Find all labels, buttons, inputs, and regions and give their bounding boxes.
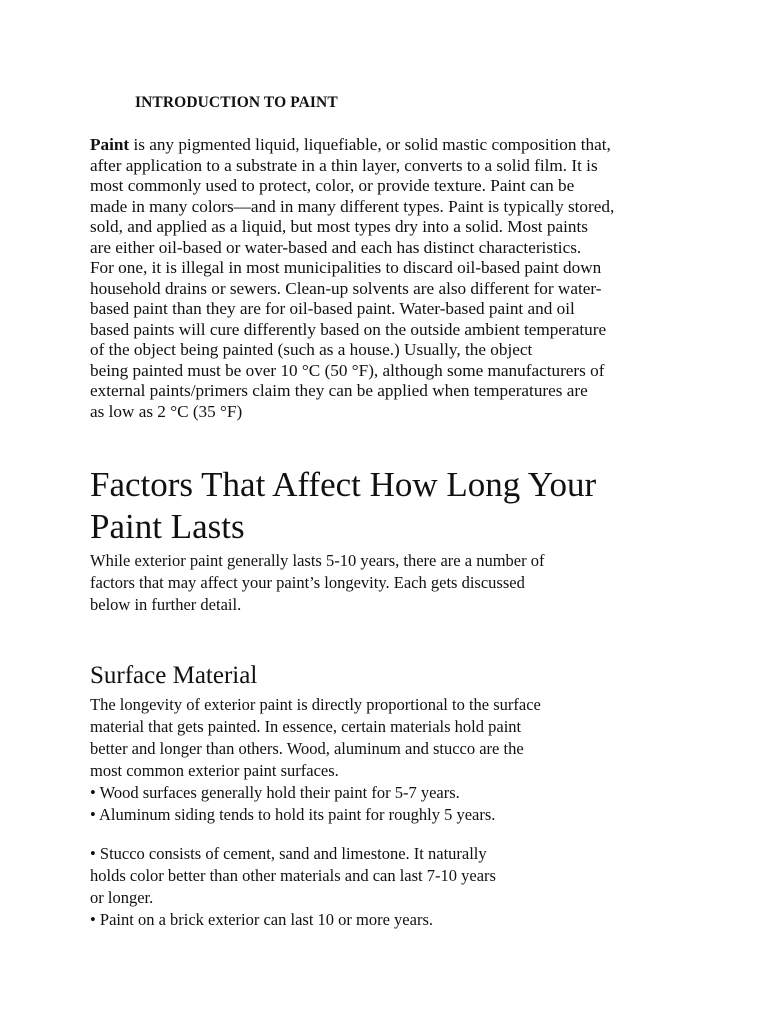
surface-paragraph	[90, 694, 690, 826]
surface-heading: Surface Material	[90, 662, 258, 689]
factors-line: While exterior paint generally lasts 5-10 years, there are a number of	[90, 551, 545, 570]
factors-paragraph	[90, 550, 690, 616]
factors-line: factors that may affect your paint’s longevity. Each gets discussed	[90, 573, 525, 592]
surface-bullet: • Aluminum siding tends to hold its paint for roughly 5 years.	[90, 805, 496, 824]
surface-line: The longevity of exterior paint is directly proportional to the surface	[90, 695, 541, 714]
surface-bullet: • Wood surfaces generally hold their paint for 5-7 years.	[90, 783, 460, 802]
intro-line: made in many colors—and in many different types. Paint is typically stored,	[90, 196, 615, 216]
intro-paragraph	[90, 135, 690, 422]
surface-paragraph-2	[90, 843, 690, 931]
intro-line: based paints will cure differently based on the outside ambient temperature	[90, 319, 607, 339]
intro-heading: INTRODUCTION TO PAINT	[135, 94, 338, 111]
intro-line: as low as 2 °C (35 °F)	[90, 401, 243, 421]
intro-term: Paint	[90, 135, 130, 154]
surface-line: or longer.	[90, 888, 154, 907]
intro-line: are either oil-based or water-based and each has distinct characteristics.	[90, 237, 582, 257]
factors-heading: Factors That Affect How Long Your Paint Lasts	[90, 465, 597, 546]
surface-bullet: • Stucco consists of cement, sand and limestone. It naturally	[90, 844, 487, 863]
surface-bullet: • Paint on a brick exterior can last 10 or more years.	[90, 910, 433, 929]
surface-line: material that gets painted. In essence, certain materials hold paint	[90, 717, 522, 736]
intro-line: most commonly used to protect, color, or provide texture. Paint can be	[90, 176, 575, 195]
intro-line: based paint than they are for oil-based paint. Water-based paint and oil	[90, 299, 575, 318]
intro-line: Paint is any pigmented liquid, liquefiable, or solid mastic composition that,	[90, 135, 611, 154]
intro-line: of the object being painted (such as a house.) Usually, the object	[90, 340, 533, 359]
intro-line: external paints/primers claim they can be applied when temperatures are	[90, 381, 588, 400]
intro-line: being painted must be over 10 °C (50 °F), although some manufacturers of	[90, 360, 605, 380]
intro-line: sold, and applied as a liquid, but most types dry into a solid. Most paints	[90, 217, 588, 236]
factors-line: below in further detail.	[90, 595, 242, 614]
surface-line: holds color better than other materials and can last 7-10 years	[90, 866, 496, 885]
surface-line: better and longer than others. Wood, aluminum and stucco are the	[90, 739, 524, 758]
intro-line: For one, it is illegal in most municipalities to discard oil-based paint down	[90, 258, 602, 277]
surface-line: most common exterior paint surfaces.	[90, 761, 339, 780]
intro-line: household drains or sewers. Clean-up solvents are also different for water-	[90, 278, 602, 298]
intro-line: after application to a substrate in a thin layer, converts to a solid film. It is	[90, 155, 598, 175]
